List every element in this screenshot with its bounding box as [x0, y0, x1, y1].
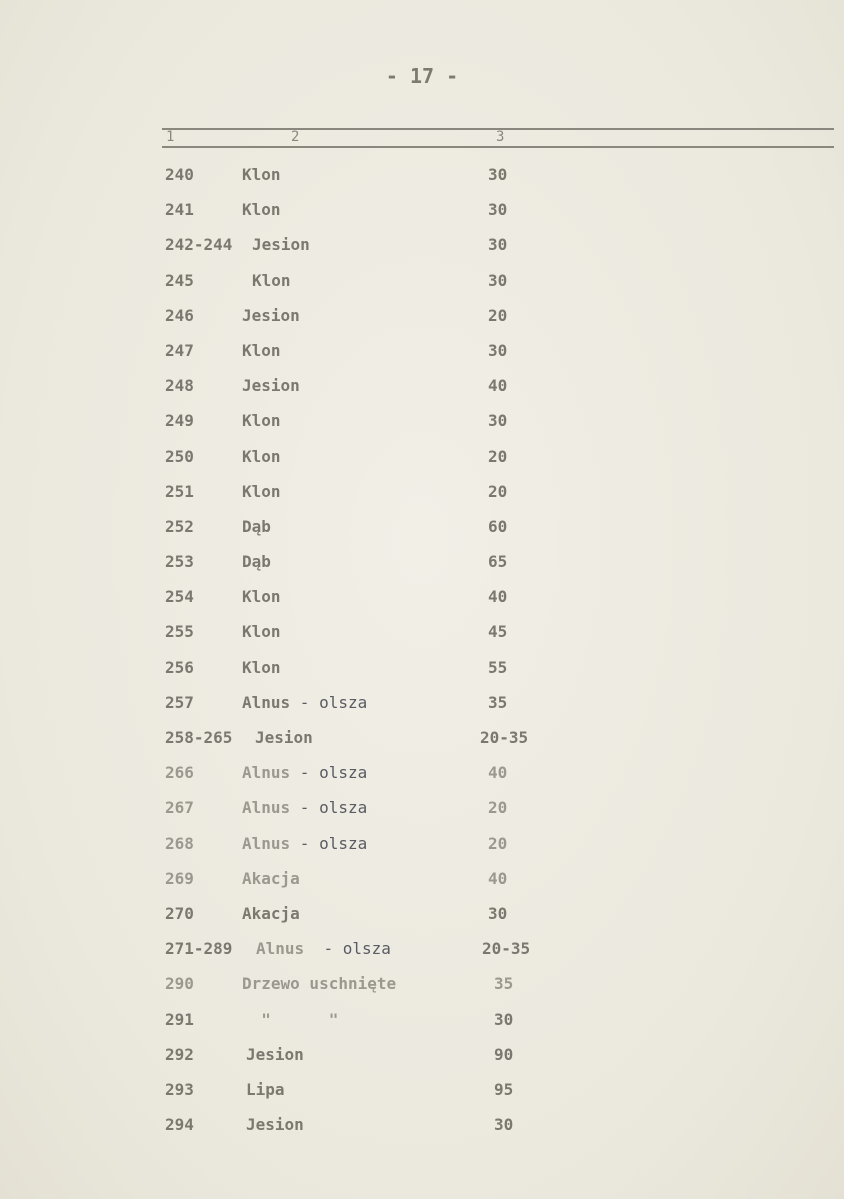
row-value: 55	[488, 657, 508, 677]
table-row	[0, 901, 844, 936]
row-value: 30	[488, 903, 508, 923]
row-value: 90	[494, 1044, 514, 1064]
row-value: 30	[488, 235, 508, 255]
row-number: 294	[165, 1115, 194, 1135]
row-value: 30	[488, 411, 508, 431]
tree-name	[242, 1010, 338, 1029]
tree-species: Dąb	[242, 552, 271, 572]
row-number: 256	[165, 657, 194, 677]
tree-name	[252, 271, 291, 290]
tree-name	[246, 1115, 304, 1134]
row-number: 267	[165, 798, 194, 818]
row-number: 255	[165, 622, 194, 642]
row-number: 242-244	[165, 235, 233, 255]
tree-species: " "	[242, 1009, 339, 1029]
row-number: 293	[165, 1079, 194, 1099]
tree-name	[242, 693, 367, 712]
table-row	[0, 408, 844, 443]
tree-name	[242, 798, 367, 817]
row-value: 35	[494, 974, 514, 994]
tree-species: Klon	[242, 411, 281, 431]
table-row	[0, 162, 844, 197]
tree-species: Klon	[242, 200, 281, 220]
row-number: 253	[165, 552, 194, 572]
tree-species: Jesion	[255, 728, 313, 747]
row-value: 20	[488, 446, 508, 466]
tree-name	[242, 587, 281, 606]
common-name: - olsza	[290, 763, 368, 783]
row-number: 291	[165, 1009, 194, 1029]
row-number: 245	[165, 270, 194, 290]
row-value: 30	[488, 270, 508, 290]
tree-name	[242, 763, 367, 782]
row-value: 45	[488, 622, 508, 642]
tree-species: Alnus	[242, 692, 291, 712]
tree-name	[242, 517, 271, 536]
row-number: 268	[165, 833, 194, 853]
tree-name	[242, 552, 271, 571]
row-value: 40	[488, 376, 508, 396]
tree-name	[256, 939, 391, 958]
row-number: 241	[165, 200, 194, 220]
row-value: 40	[488, 868, 508, 888]
tree-name	[242, 165, 281, 184]
table-row	[0, 232, 844, 267]
tree-species: Akacja	[242, 903, 300, 923]
row-number: 246	[165, 305, 194, 325]
table-row	[0, 514, 844, 549]
row-number: 290	[165, 974, 194, 994]
tree-species: Klon	[242, 446, 281, 466]
row-value: 20	[488, 798, 508, 818]
tree-species: Alnus	[256, 939, 305, 959]
tree-name	[242, 306, 300, 325]
table-header-rule	[162, 146, 834, 148]
tree-name	[242, 658, 281, 677]
tree-species: Klon	[242, 657, 281, 677]
tree-name	[246, 1045, 304, 1064]
tree-name	[242, 341, 281, 360]
table-row	[0, 936, 844, 971]
tree-species: Alnus	[242, 763, 291, 783]
tree-species: Klon	[242, 622, 281, 642]
row-value: 20	[488, 481, 508, 501]
row-value: 30	[494, 1115, 514, 1135]
tree-species: Klon	[242, 481, 281, 501]
tree-name	[242, 974, 396, 993]
column-header-1: 1	[166, 129, 175, 145]
tree-species: Klon	[242, 165, 281, 184]
row-value: 20	[488, 833, 508, 853]
tree-species: Klon	[242, 340, 281, 360]
table-row	[0, 655, 844, 690]
row-number: 271-289	[165, 939, 233, 959]
tree-species: Jesion	[252, 235, 310, 255]
tree-species: Drzewo uschnięte	[242, 974, 397, 994]
table-row	[0, 1042, 844, 1077]
table-row	[0, 690, 844, 725]
row-number: 252	[165, 516, 194, 536]
table-row	[0, 866, 844, 901]
tree-name	[242, 376, 300, 395]
tree-species: Jesion	[246, 1115, 304, 1135]
tree-species: Lipa	[246, 1079, 285, 1099]
common-name: - olsza	[304, 939, 391, 959]
row-value: 30	[488, 200, 508, 220]
common-name: - olsza	[290, 833, 368, 853]
table-row	[0, 725, 844, 760]
table-row	[0, 197, 844, 232]
tree-species: Jesion	[242, 376, 300, 396]
table-row	[0, 619, 844, 654]
row-number: 258-265	[165, 728, 233, 747]
tree-species: Alnus	[242, 798, 291, 818]
tree-species: Alnus	[242, 833, 291, 853]
tree-name	[242, 904, 300, 923]
tree-name	[242, 482, 281, 501]
tree-species: Dąb	[242, 516, 271, 536]
common-name: - olsza	[290, 692, 368, 712]
tree-name	[242, 869, 300, 888]
table-row	[0, 1112, 844, 1147]
row-number: 250	[165, 446, 194, 466]
row-value: 95	[494, 1079, 514, 1099]
tree-name	[252, 235, 310, 254]
row-number: 266	[165, 763, 194, 783]
tree-name	[246, 1080, 285, 1099]
row-number: 292	[165, 1044, 194, 1064]
tree-name	[242, 200, 281, 219]
table-row	[0, 795, 844, 830]
row-value: 30	[488, 165, 508, 184]
table-row	[0, 479, 844, 514]
row-value: 65	[488, 552, 508, 572]
common-name: - olsza	[290, 798, 368, 818]
tree-name	[242, 447, 281, 466]
tree-name	[242, 834, 367, 853]
row-value: 60	[488, 516, 508, 536]
table-row	[0, 373, 844, 408]
tree-name	[242, 411, 281, 430]
row-number: 257	[165, 692, 194, 712]
table-row	[0, 831, 844, 866]
row-value: 20-35	[480, 728, 529, 747]
row-number: 240	[165, 165, 194, 184]
tree-species: Jesion	[246, 1044, 304, 1064]
row-value: 30	[494, 1009, 514, 1029]
table-row	[0, 971, 844, 1006]
row-value: 40	[488, 763, 508, 783]
row-number: 270	[165, 903, 194, 923]
row-number: 247	[165, 340, 194, 360]
table-row	[0, 1077, 844, 1112]
column-header-2: 2	[291, 129, 300, 145]
row-number: 248	[165, 376, 194, 396]
row-number: 254	[165, 587, 194, 607]
table-row	[0, 303, 844, 338]
page-number: - 17 -	[385, 64, 459, 88]
column-header-3: 3	[496, 129, 505, 145]
table-row	[0, 444, 844, 479]
tree-name	[242, 622, 281, 641]
table-row	[0, 268, 844, 303]
table-row	[0, 1007, 844, 1042]
row-value: 35	[488, 692, 508, 712]
tree-species: Jesion	[242, 305, 300, 325]
row-value: 30	[488, 340, 508, 360]
table-row	[0, 549, 844, 584]
row-number: 249	[165, 411, 194, 431]
row-number: 251	[165, 481, 194, 501]
row-value: 40	[488, 587, 508, 607]
tree-name	[255, 728, 313, 747]
tree-species: Klon	[252, 270, 291, 290]
table-row	[0, 338, 844, 373]
row-value: 20-35	[482, 939, 531, 959]
row-number: 269	[165, 868, 194, 888]
tree-species: Akacja	[242, 868, 300, 888]
tree-species: Klon	[242, 587, 281, 607]
table-row	[0, 584, 844, 619]
table-row	[0, 760, 844, 795]
table-body	[0, 162, 844, 1147]
row-value: 20	[488, 305, 508, 325]
